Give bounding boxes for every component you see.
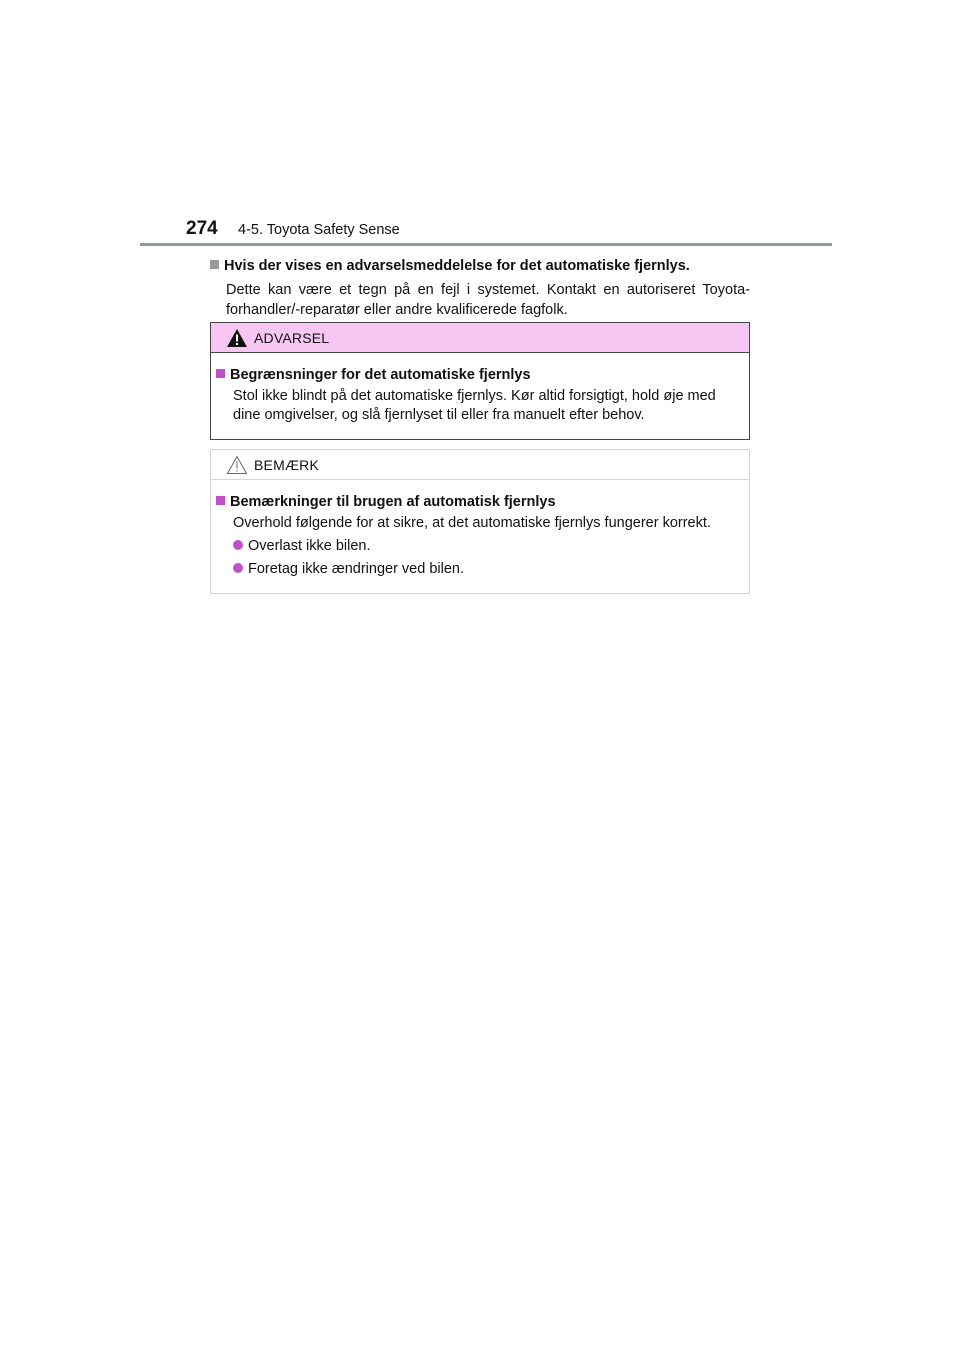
notice-title: Bemærkninger til brugen af automatisk fjernlys (230, 494, 556, 510)
square-bullet-icon (216, 369, 225, 378)
circle-bullet-icon (233, 563, 243, 573)
warning-header (211, 323, 749, 353)
notice-body (211, 480, 749, 579)
page-number: 274 (186, 218, 218, 239)
section-title: 4-5. Toyota Safety Sense (238, 222, 400, 238)
topic-block (210, 256, 750, 320)
square-bullet-icon (210, 260, 219, 269)
topic-body: Dette kan være et tegn på en fejl i systemet. Kontakt en autoriseret Toyota-forhandler/-reparatør eller andre kvalificerede fagfolk. (226, 282, 750, 318)
list-item-text: Foretag ikke ændringer ved bilen. (248, 561, 465, 577)
notice-box (210, 449, 750, 594)
circle-bullet-icon (233, 540, 243, 550)
list-item (233, 537, 741, 556)
warning-triangle-icon (226, 328, 248, 348)
notice-text: Overhold følgende for at sikre, at det automatiske fjernlys fungerer korrekt. (233, 515, 711, 531)
list-item-text: Overlast ikke bilen. (248, 538, 371, 554)
caution-triangle-icon (226, 455, 248, 475)
warning-text: Stol ikke blindt på det automatiske fjernlys. Kør altid forsigtigt, hold øje med dine omgivelser, og slå fjernlyset til eller fra manuelt efter behov. (233, 388, 716, 423)
warning-body (211, 353, 749, 425)
warning-title: Begrænsninger for det automatiske fjernlys (230, 367, 531, 383)
warning-label: ADVARSEL (254, 330, 330, 346)
topic-title: Hvis der vises en advarselsmeddelelse for det automatiske fjernlys. (224, 258, 690, 274)
warning-box (210, 322, 750, 440)
list-item (233, 560, 741, 579)
notice-label: BEMÆRK (254, 457, 319, 473)
notice-header (211, 450, 749, 480)
square-bullet-icon (216, 496, 225, 505)
header-divider (140, 243, 832, 246)
